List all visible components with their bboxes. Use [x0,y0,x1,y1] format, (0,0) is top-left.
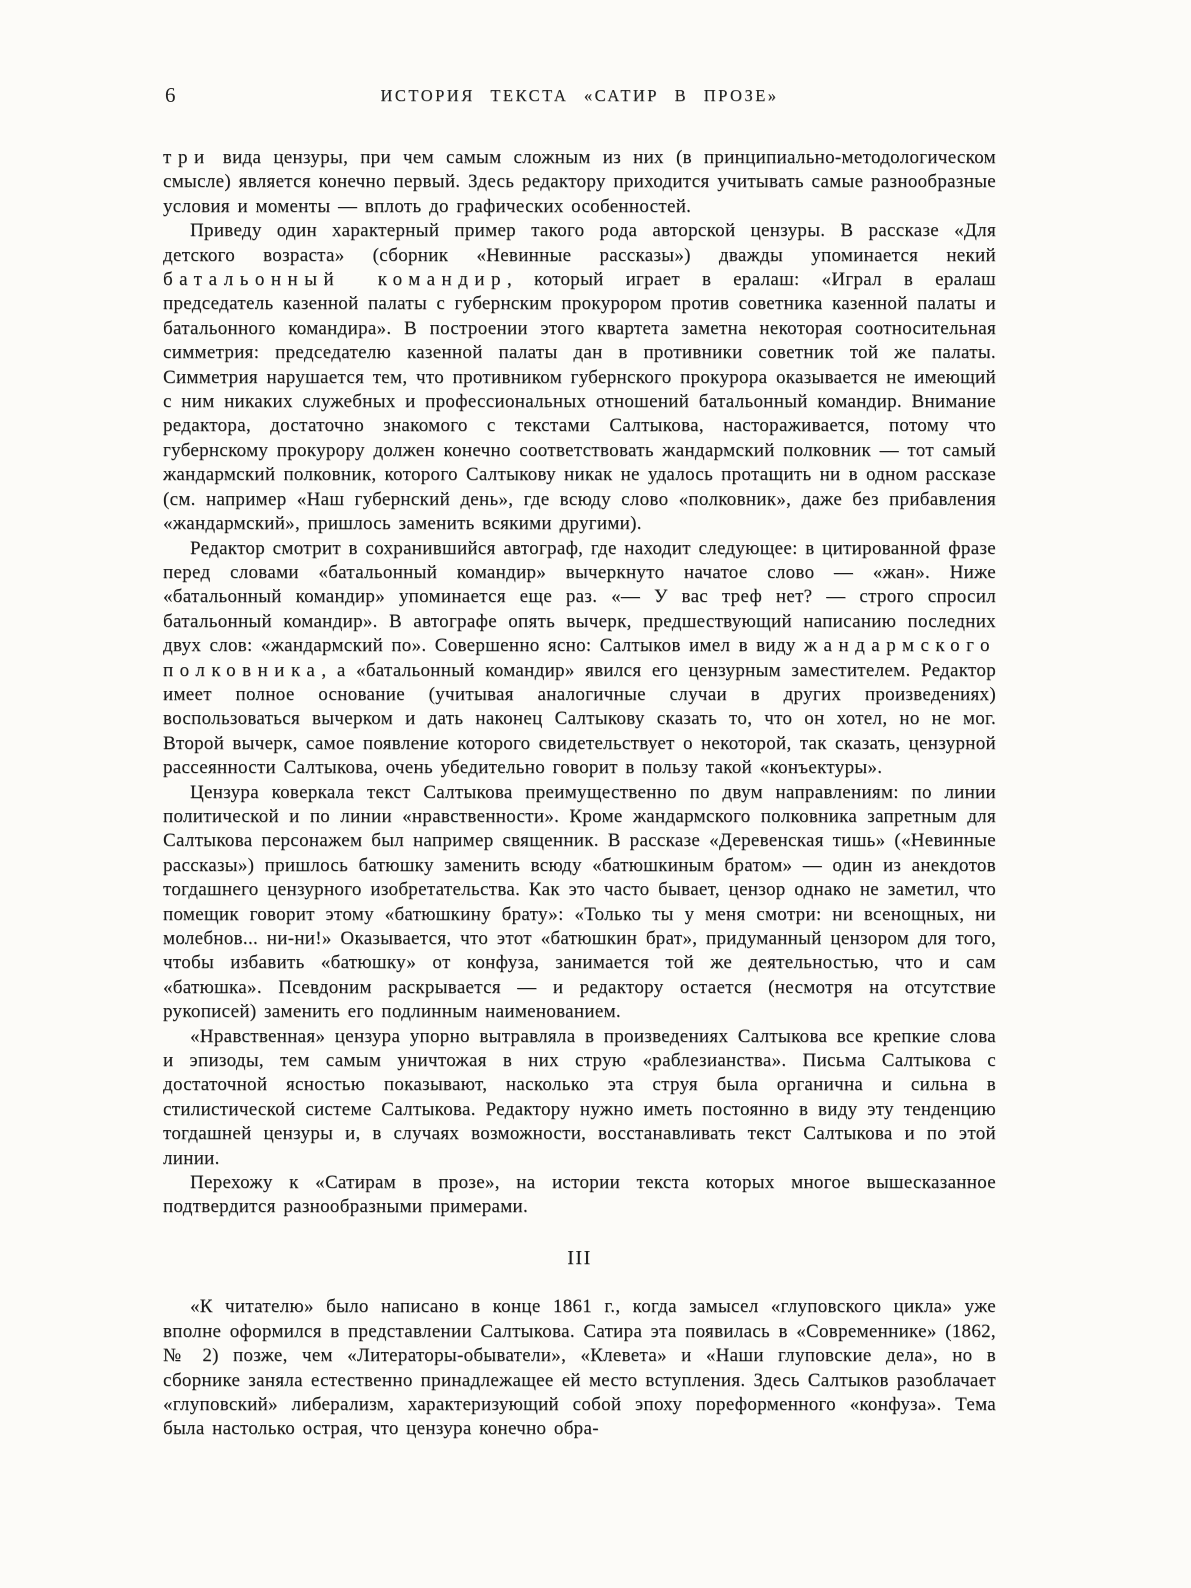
text-segment: , который играет в ералаш: «Играл в ералаш председатель казенной палаты с губернским прокурором против советника казенной палаты и батальонного командира». В построении этого квартета заметна некоторая соотносительная симметрия: председателю казенной палаты дан в противники советник той же палаты. Симметрия нарушается тем, что противником губернского прокурора оказывается не имеющий с ним никаких служебных и профессиональных отношений батальонный командир. Внимание редактора, достаточно знакомого с текстами Салтыкова, настораживается, потому что губернскому прокурору должен конечно соответствовать жандармский полковник — тот самый жандармский полковник, которого Салтыкову никак не удалось протащить ни в одном рассказе (см. например «Наш губернский день», где всюду слово «полковник», даже без прибавления «жандармский», пришлось заменить всякими другими). [163,269,996,535]
section-heading: III [567,1246,592,1269]
text-segment: «К читателю» было написано в конце 1861 г., когда замысел «глуповского цикла» уже вполне оформился в представлении Салтыкова. Сатира эта появилась в «Современнике» (1862, № 2) позже, чем «Литераторы-обыватели», «Клевета» и «Наши глуповские дела», но в сборнике заняла естественно принадлежащее ей место вступления. Здесь Салтыков разоблачает «глуповский» либерализм, характеризующий собой эпоху пореформенного «конфуза». Тема была настолько острая, что цензура конечно обра- [163,1296,996,1440]
text-segment: , а «батальонный командир» явился его цензурным заместителем. Редактор имеет полное основание (учитывая аналогичные случаи в других произведениях) воспользоваться вычерком и дать наконец Салтыкову сказать то, что он хотел, но не мог. Второй вычерк, самое появление которого свидетельствует о некоторой, так сказать, цензурной рассеянности Салтыкова, очень убедительно говорит в пользу такой «конъектуры». [163,659,996,779]
paragraph [163,781,996,1025]
emphasized-text: жандармского полковника [163,635,996,681]
page-header [163,83,996,109]
running-title: ИСТОРИЯ ТЕКСТА «САТИР В ПРОЗЕ» [380,86,779,105]
paragraphs-before [163,146,996,1220]
emphasized-text: батальонный командир [163,269,508,291]
paragraph [163,1025,996,1171]
text-segment: Цензура коверкала текст Салтыкова преимущественно по двум направлениям: по линии политической и по линии «нравственности». Кроме жандармского полковника запретным для Салтыкова персонажем был например священник. В рассказе «Деревенская тишь» («Невинные рассказы») пришлось батюшку заменить всюду «батюшкиным братом» — один из анекдотов тогдашнего цензурного изобретательства. Как это часто бывает, цензор однако не заметил, что помещик говорит этому «батюшкину брату»: «Только ты у меня смотри: ни всенощных, ни молебнов... ни-ни!» Оказывается, что этот «батюшкин брат», придуманный цензором для того, чтобы избавить «батюшку» от конфуза, занимается той же деятельностью, что и сам «батюшка». Псевдоним раскрывается — и редактору остается (несмотря на отсутствие рукописей) заменить его подлинным наименованием. [163,781,996,1023]
paragraphs-after [163,1295,996,1441]
text-segment: «Нравственная» цензура упорно вытравляла в произведениях Салтыкова все крепкие слова и эпизоды, тем самым уничтожая в них струю «раблезианства». Письма Салтыкова с достаточной ясностью показывают, насколько эта струя была органична и сильна в стилистической системе Салтыкова. Редактору нужно иметь постоянно в виду эту тенденцию тогдашней цензуры и, в случаях возможности, восстанавливать текст Салтыкова и по этой линии. [163,1025,996,1169]
page-number: 6 [165,83,176,107]
paragraph [163,537,996,781]
text-segment: Приведу один характерный пример такого рода авторской цензуры. В рассказе «Для детского возраста» (сборник «Невинные рассказы») дважды упоминается некий [163,220,996,266]
text-block [163,146,996,1442]
emphasized-text: три [163,147,211,168]
paragraph [163,1171,996,1220]
paragraph [163,219,996,536]
text-segment: вида цензуры, при чем самым сложным из них (в принципиально-методологическом смысле) является конечно первый. Здесь редактору приходится учитывать самые разнообразные условия и моменты — вплоть до графических особенностей. [163,147,996,217]
text-segment: Перехожу к «Сатирам в прозе», на истории текста которых многое вышесказанное подтвердится разнообразными примерами. [163,1172,996,1218]
text-segment: Редактор смотрит в сохранившийся автограф, где находит следующее: в цитированной фразе перед словами «батальонный командир» вычеркнуто начатое слово — «жан». Ниже «батальонный командир» упоминается еще раз. «— У вас треф нет? — строго спросил батальонный командир». В автографе опять вычерк, предшествующий написанию последних двух слов: «жандармский по». Совершенно ясно: Салтыков имел в виду [163,537,996,657]
paragraph [163,1295,996,1441]
paragraph [163,146,996,219]
